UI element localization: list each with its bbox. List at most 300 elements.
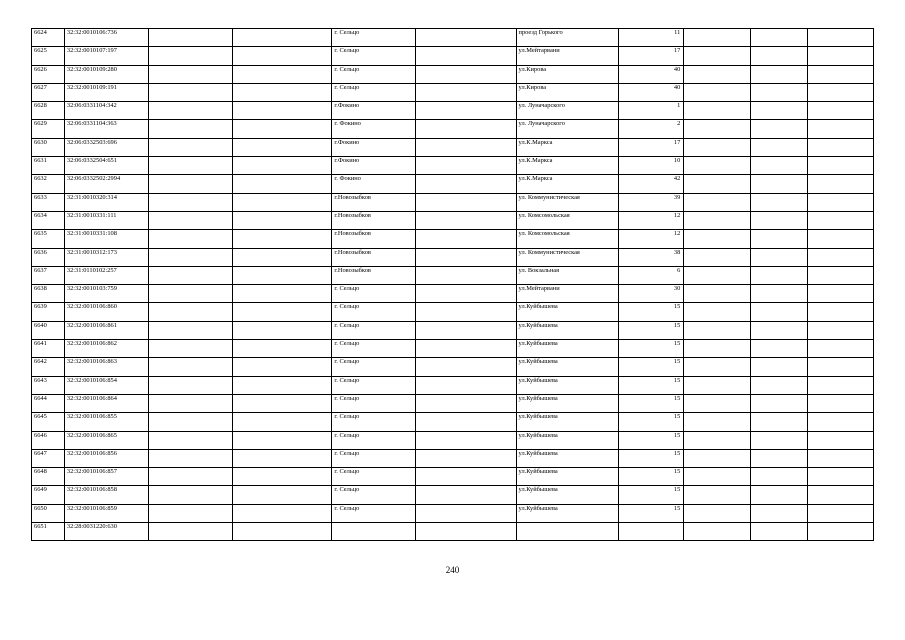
cell-street: ул.Кирова xyxy=(516,65,618,83)
cell-empty xyxy=(232,303,332,321)
cell-cadastral-number: 32:32:0010106:856 xyxy=(64,449,148,467)
cell-empty xyxy=(232,486,332,504)
cell-street: ул.Куйбышева xyxy=(516,413,618,431)
cell-locality: г. Сельцо xyxy=(332,29,415,47)
cell-cadastral-number: 32:32:0010106:736 xyxy=(64,29,148,47)
cell-empty xyxy=(751,65,808,83)
cell-empty xyxy=(232,138,332,156)
cell-empty xyxy=(684,285,751,303)
cell-row-number: 6634 xyxy=(32,211,65,229)
cell-empty xyxy=(232,413,332,431)
cell-street: ул. Луначарского xyxy=(516,120,618,138)
cell-empty xyxy=(415,523,516,541)
cell-empty xyxy=(684,29,751,47)
cell-empty xyxy=(808,138,874,156)
cell-locality: г. Фокино xyxy=(332,175,415,193)
cell-row-number: 6643 xyxy=(32,376,65,394)
cell-row-number: 6627 xyxy=(32,83,65,101)
table-row xyxy=(32,157,874,175)
cell-empty xyxy=(751,83,808,101)
cell-empty xyxy=(232,157,332,175)
cell-house-number: 6 xyxy=(618,266,684,284)
cell-empty xyxy=(808,120,874,138)
cell-street: ул.Куйбышева xyxy=(516,376,618,394)
cell-empty xyxy=(232,102,332,120)
cell-locality: г. Сельцо xyxy=(332,449,415,467)
table-row xyxy=(32,29,874,47)
cell-empty xyxy=(751,449,808,467)
cell-cadastral-number: 32:31:0010320:314 xyxy=(64,193,148,211)
cell-empty xyxy=(751,248,808,266)
cell-locality: г. Сельцо xyxy=(332,431,415,449)
cell-street: ул.Мейтарвани xyxy=(516,47,618,65)
cell-street: проезд Горького xyxy=(516,29,618,47)
cell-locality: г. Сельцо xyxy=(332,321,415,339)
cell-house-number xyxy=(618,523,684,541)
cell-empty xyxy=(149,266,232,284)
table-row xyxy=(32,248,874,266)
cell-empty xyxy=(808,394,874,412)
cell-row-number: 6626 xyxy=(32,65,65,83)
table-row xyxy=(32,230,874,248)
cell-empty xyxy=(232,175,332,193)
cell-empty xyxy=(415,230,516,248)
cell-empty xyxy=(684,358,751,376)
cell-cadastral-number: 32:32:0010109:280 xyxy=(64,65,148,83)
cell-locality: г.Новозыбков xyxy=(332,193,415,211)
cell-empty xyxy=(808,376,874,394)
cell-cadastral-number: 32:06:0332503:696 xyxy=(64,138,148,156)
cell-street: ул.Куйбышева xyxy=(516,486,618,504)
cell-row-number: 6638 xyxy=(32,285,65,303)
cell-row-number: 6632 xyxy=(32,175,65,193)
cell-cadastral-number: 32:32:0010106:859 xyxy=(64,504,148,522)
cell-empty xyxy=(808,266,874,284)
cell-empty xyxy=(684,138,751,156)
cell-empty xyxy=(415,138,516,156)
cell-locality: г. Сельцо xyxy=(332,340,415,358)
cell-empty xyxy=(415,65,516,83)
cell-empty xyxy=(232,504,332,522)
table-row xyxy=(32,266,874,284)
cell-house-number: 30 xyxy=(618,285,684,303)
cell-empty xyxy=(415,102,516,120)
cell-empty xyxy=(232,468,332,486)
cell-house-number: 15 xyxy=(618,413,684,431)
cell-empty xyxy=(232,193,332,211)
table-row xyxy=(32,175,874,193)
cell-cadastral-number: 32:31:0010331:111 xyxy=(64,211,148,229)
cell-empty xyxy=(415,486,516,504)
cell-street: ул.Куйбышева xyxy=(516,504,618,522)
cell-empty xyxy=(751,468,808,486)
cell-empty xyxy=(808,285,874,303)
cell-house-number: 15 xyxy=(618,358,684,376)
cell-cadastral-number: 32:32:0010106:854 xyxy=(64,376,148,394)
cell-empty xyxy=(808,340,874,358)
cell-street: ул. Луначарского xyxy=(516,102,618,120)
cell-row-number: 6631 xyxy=(32,157,65,175)
table-row xyxy=(32,376,874,394)
cell-empty xyxy=(751,285,808,303)
cell-empty xyxy=(684,303,751,321)
cell-empty xyxy=(684,468,751,486)
cell-row-number: 6645 xyxy=(32,413,65,431)
cell-empty xyxy=(751,138,808,156)
cell-empty xyxy=(808,102,874,120)
cell-empty xyxy=(415,47,516,65)
cell-empty xyxy=(808,321,874,339)
cell-cadastral-number: 32:32:0010106:861 xyxy=(64,321,148,339)
cell-empty xyxy=(415,340,516,358)
cell-empty xyxy=(415,358,516,376)
table-row xyxy=(32,211,874,229)
table-row xyxy=(32,358,874,376)
cell-empty xyxy=(684,211,751,229)
cell-street: ул. Вокзальная xyxy=(516,266,618,284)
cell-cadastral-number: 32:32:0010106:863 xyxy=(64,358,148,376)
cell-street: ул. Коммунистическая xyxy=(516,193,618,211)
cell-empty xyxy=(751,321,808,339)
cell-empty xyxy=(684,65,751,83)
cell-empty xyxy=(415,175,516,193)
cell-empty xyxy=(684,157,751,175)
cell-empty xyxy=(415,248,516,266)
cell-street: ул.Мейтарвани xyxy=(516,285,618,303)
cell-empty xyxy=(232,248,332,266)
cell-empty xyxy=(232,211,332,229)
cell-street: ул.К.Маркса xyxy=(516,175,618,193)
cell-empty xyxy=(684,486,751,504)
cell-house-number: 42 xyxy=(618,175,684,193)
cell-cadastral-number: 32:32:0010109:191 xyxy=(64,83,148,101)
cell-empty xyxy=(415,157,516,175)
cell-empty xyxy=(149,230,232,248)
cell-empty xyxy=(751,29,808,47)
cell-house-number: 10 xyxy=(618,157,684,175)
cell-empty xyxy=(684,376,751,394)
cell-cadastral-number: 32:32:0010107:197 xyxy=(64,47,148,65)
cell-house-number: 17 xyxy=(618,47,684,65)
table-row xyxy=(32,83,874,101)
cell-empty xyxy=(808,83,874,101)
cell-cadastral-number: 32:32:0010106:862 xyxy=(64,340,148,358)
cell-empty xyxy=(808,358,874,376)
cell-row-number: 6642 xyxy=(32,358,65,376)
cell-locality: г. Сельцо xyxy=(332,413,415,431)
cell-empty xyxy=(415,193,516,211)
table-row xyxy=(32,102,874,120)
cell-empty xyxy=(149,358,232,376)
cell-empty xyxy=(149,211,232,229)
cell-empty xyxy=(808,65,874,83)
table-row xyxy=(32,413,874,431)
cell-house-number: 15 xyxy=(618,340,684,358)
cell-empty xyxy=(808,449,874,467)
table-row xyxy=(32,394,874,412)
cell-house-number: 15 xyxy=(618,321,684,339)
cell-empty xyxy=(415,376,516,394)
cell-empty xyxy=(232,321,332,339)
cell-street: ул.Куйбышева xyxy=(516,340,618,358)
cell-empty xyxy=(232,394,332,412)
cell-empty xyxy=(751,504,808,522)
cell-locality: г. Сельцо xyxy=(332,65,415,83)
cell-street xyxy=(516,523,618,541)
cell-cadastral-number: 32:32:0010106:864 xyxy=(64,394,148,412)
cell-empty xyxy=(149,285,232,303)
cell-empty xyxy=(232,230,332,248)
cell-empty xyxy=(751,303,808,321)
cell-empty xyxy=(751,102,808,120)
cell-house-number: 1 xyxy=(618,102,684,120)
cell-empty xyxy=(149,29,232,47)
cell-empty xyxy=(684,248,751,266)
cell-house-number: 11 xyxy=(618,29,684,47)
cell-cadastral-number: 32:28:0031220:630 xyxy=(64,523,148,541)
cell-house-number: 40 xyxy=(618,65,684,83)
cell-street: ул.Кирова xyxy=(516,83,618,101)
cell-empty xyxy=(415,394,516,412)
cell-row-number: 6644 xyxy=(32,394,65,412)
cell-house-number: 2 xyxy=(618,120,684,138)
cell-empty xyxy=(149,321,232,339)
cell-row-number: 6628 xyxy=(32,102,65,120)
cell-row-number: 6650 xyxy=(32,504,65,522)
cell-empty xyxy=(684,340,751,358)
cell-empty xyxy=(751,394,808,412)
cell-empty xyxy=(149,193,232,211)
cell-row-number: 6647 xyxy=(32,449,65,467)
cell-empty xyxy=(149,248,232,266)
table-row xyxy=(32,120,874,138)
cell-house-number: 15 xyxy=(618,486,684,504)
cell-empty xyxy=(149,157,232,175)
cell-empty xyxy=(808,230,874,248)
page-number: 240 xyxy=(445,565,460,575)
cell-empty xyxy=(684,266,751,284)
cell-empty xyxy=(232,431,332,449)
cell-cadastral-number: 32:31:0110102:257 xyxy=(64,266,148,284)
cell-empty xyxy=(684,102,751,120)
cell-locality: г. Сельцо xyxy=(332,358,415,376)
cell-street: ул.Куйбышева xyxy=(516,431,618,449)
cell-empty xyxy=(808,47,874,65)
cell-street: ул.Куйбышева xyxy=(516,321,618,339)
cell-house-number: 38 xyxy=(618,248,684,266)
cell-row-number: 6639 xyxy=(32,303,65,321)
cell-cadastral-number: 32:31:0010331:108 xyxy=(64,230,148,248)
cell-house-number: 17 xyxy=(618,138,684,156)
table-row xyxy=(32,523,874,541)
table-row xyxy=(32,65,874,83)
cell-house-number: 40 xyxy=(618,83,684,101)
cell-cadastral-number: 32:32:0010106:865 xyxy=(64,431,148,449)
cell-empty xyxy=(751,340,808,358)
cell-empty xyxy=(751,211,808,229)
table-row xyxy=(32,449,874,467)
cell-locality: г. Фокино xyxy=(332,120,415,138)
cell-empty xyxy=(232,120,332,138)
cell-row-number: 6640 xyxy=(32,321,65,339)
cell-empty xyxy=(149,523,232,541)
cell-locality: г.Новозыбков xyxy=(332,266,415,284)
cell-empty xyxy=(684,120,751,138)
cell-street: ул.К.Маркса xyxy=(516,138,618,156)
cell-empty xyxy=(684,504,751,522)
cell-row-number: 6637 xyxy=(32,266,65,284)
cell-locality: г.Новозыбков xyxy=(332,211,415,229)
cell-empty xyxy=(149,47,232,65)
cell-empty xyxy=(751,431,808,449)
cell-empty xyxy=(751,120,808,138)
cell-empty xyxy=(751,230,808,248)
cell-empty xyxy=(751,266,808,284)
cell-empty xyxy=(684,230,751,248)
cell-locality: г. Сельцо xyxy=(332,376,415,394)
cell-house-number: 15 xyxy=(618,376,684,394)
cell-row-number: 6624 xyxy=(32,29,65,47)
cell-empty xyxy=(751,47,808,65)
register-table xyxy=(31,28,874,541)
cell-cadastral-number: 32:06:0331104:363 xyxy=(64,120,148,138)
cell-empty xyxy=(751,175,808,193)
cell-locality: г.Новозыбков xyxy=(332,230,415,248)
cell-empty xyxy=(415,449,516,467)
cell-empty xyxy=(149,486,232,504)
cell-house-number: 15 xyxy=(618,394,684,412)
cell-empty xyxy=(149,468,232,486)
cell-locality: г.Новозыбков xyxy=(332,248,415,266)
table-row xyxy=(32,285,874,303)
cell-empty xyxy=(415,285,516,303)
cell-locality xyxy=(332,523,415,541)
cell-empty xyxy=(149,413,232,431)
table-row xyxy=(32,431,874,449)
cell-locality: г.Фокино xyxy=(332,138,415,156)
cell-house-number: 15 xyxy=(618,303,684,321)
table-row xyxy=(32,47,874,65)
table-row xyxy=(32,138,874,156)
cell-empty xyxy=(415,120,516,138)
cell-cadastral-number: 32:32:0010106:855 xyxy=(64,413,148,431)
cell-empty xyxy=(808,413,874,431)
cell-empty xyxy=(149,65,232,83)
cell-empty xyxy=(751,523,808,541)
cell-empty xyxy=(751,157,808,175)
cell-empty xyxy=(149,102,232,120)
cell-locality: г.Фокино xyxy=(332,157,415,175)
cell-empty xyxy=(232,358,332,376)
cell-row-number: 6630 xyxy=(32,138,65,156)
cell-empty xyxy=(415,211,516,229)
cell-empty xyxy=(232,340,332,358)
table-row xyxy=(32,303,874,321)
cell-row-number: 6641 xyxy=(32,340,65,358)
cell-empty xyxy=(415,431,516,449)
cell-empty xyxy=(808,193,874,211)
cell-empty xyxy=(808,248,874,266)
cell-street: ул.Куйбышева xyxy=(516,358,618,376)
cell-empty xyxy=(415,413,516,431)
cell-empty xyxy=(684,321,751,339)
cell-empty xyxy=(149,303,232,321)
cell-empty xyxy=(808,175,874,193)
cell-empty xyxy=(232,47,332,65)
cell-empty xyxy=(684,523,751,541)
cell-cadastral-number: 32:06:0332502:2994 xyxy=(64,175,148,193)
cell-row-number: 6625 xyxy=(32,47,65,65)
cell-empty xyxy=(808,211,874,229)
cell-empty xyxy=(684,449,751,467)
cell-empty xyxy=(415,303,516,321)
cell-empty xyxy=(808,523,874,541)
cell-street: ул.К.Маркса xyxy=(516,157,618,175)
cell-empty xyxy=(232,266,332,284)
cell-empty xyxy=(684,394,751,412)
cell-empty xyxy=(808,504,874,522)
cell-empty xyxy=(808,29,874,47)
cell-locality: г. Сельцо xyxy=(332,285,415,303)
cell-house-number: 15 xyxy=(618,504,684,522)
cell-house-number: 15 xyxy=(618,431,684,449)
table-row xyxy=(32,321,874,339)
cell-empty xyxy=(751,486,808,504)
cell-house-number: 15 xyxy=(618,449,684,467)
cell-empty xyxy=(808,468,874,486)
cell-empty xyxy=(149,394,232,412)
cell-cadastral-number: 32:31:0010312:173 xyxy=(64,248,148,266)
cell-street: ул. Комсомольская xyxy=(516,230,618,248)
cell-empty xyxy=(808,157,874,175)
cell-empty xyxy=(684,83,751,101)
cell-empty xyxy=(415,29,516,47)
cell-house-number: 39 xyxy=(618,193,684,211)
cell-locality: г. Сельцо xyxy=(332,468,415,486)
table-body xyxy=(32,29,874,541)
cell-empty xyxy=(149,504,232,522)
cell-row-number: 6629 xyxy=(32,120,65,138)
cell-locality: г. Сельцо xyxy=(332,303,415,321)
cell-empty xyxy=(415,504,516,522)
cell-house-number: 12 xyxy=(618,230,684,248)
cell-cadastral-number: 32:32:0010106:858 xyxy=(64,486,148,504)
cell-locality: г. Сельцо xyxy=(332,394,415,412)
cell-empty xyxy=(232,285,332,303)
cell-empty xyxy=(149,376,232,394)
cell-empty xyxy=(415,266,516,284)
cell-empty xyxy=(232,65,332,83)
cell-empty xyxy=(684,193,751,211)
cell-empty xyxy=(149,449,232,467)
cell-empty xyxy=(751,376,808,394)
cell-empty xyxy=(808,486,874,504)
table-row xyxy=(32,504,874,522)
cell-empty xyxy=(751,358,808,376)
cell-row-number: 6651 xyxy=(32,523,65,541)
cell-street: ул. Коммунистическая xyxy=(516,248,618,266)
cell-locality: г.Фокино xyxy=(332,102,415,120)
cell-empty xyxy=(232,29,332,47)
cell-street: ул. Комсомольская xyxy=(516,211,618,229)
cell-cadastral-number: 32:06:0331104:342 xyxy=(64,102,148,120)
cell-cadastral-number: 32:32:0010106:860 xyxy=(64,303,148,321)
cell-locality: г. Сельцо xyxy=(332,504,415,522)
cell-empty xyxy=(684,413,751,431)
cell-row-number: 6646 xyxy=(32,431,65,449)
cell-cadastral-number: 32:06:0332504:651 xyxy=(64,157,148,175)
cell-locality: г. Сельцо xyxy=(332,486,415,504)
